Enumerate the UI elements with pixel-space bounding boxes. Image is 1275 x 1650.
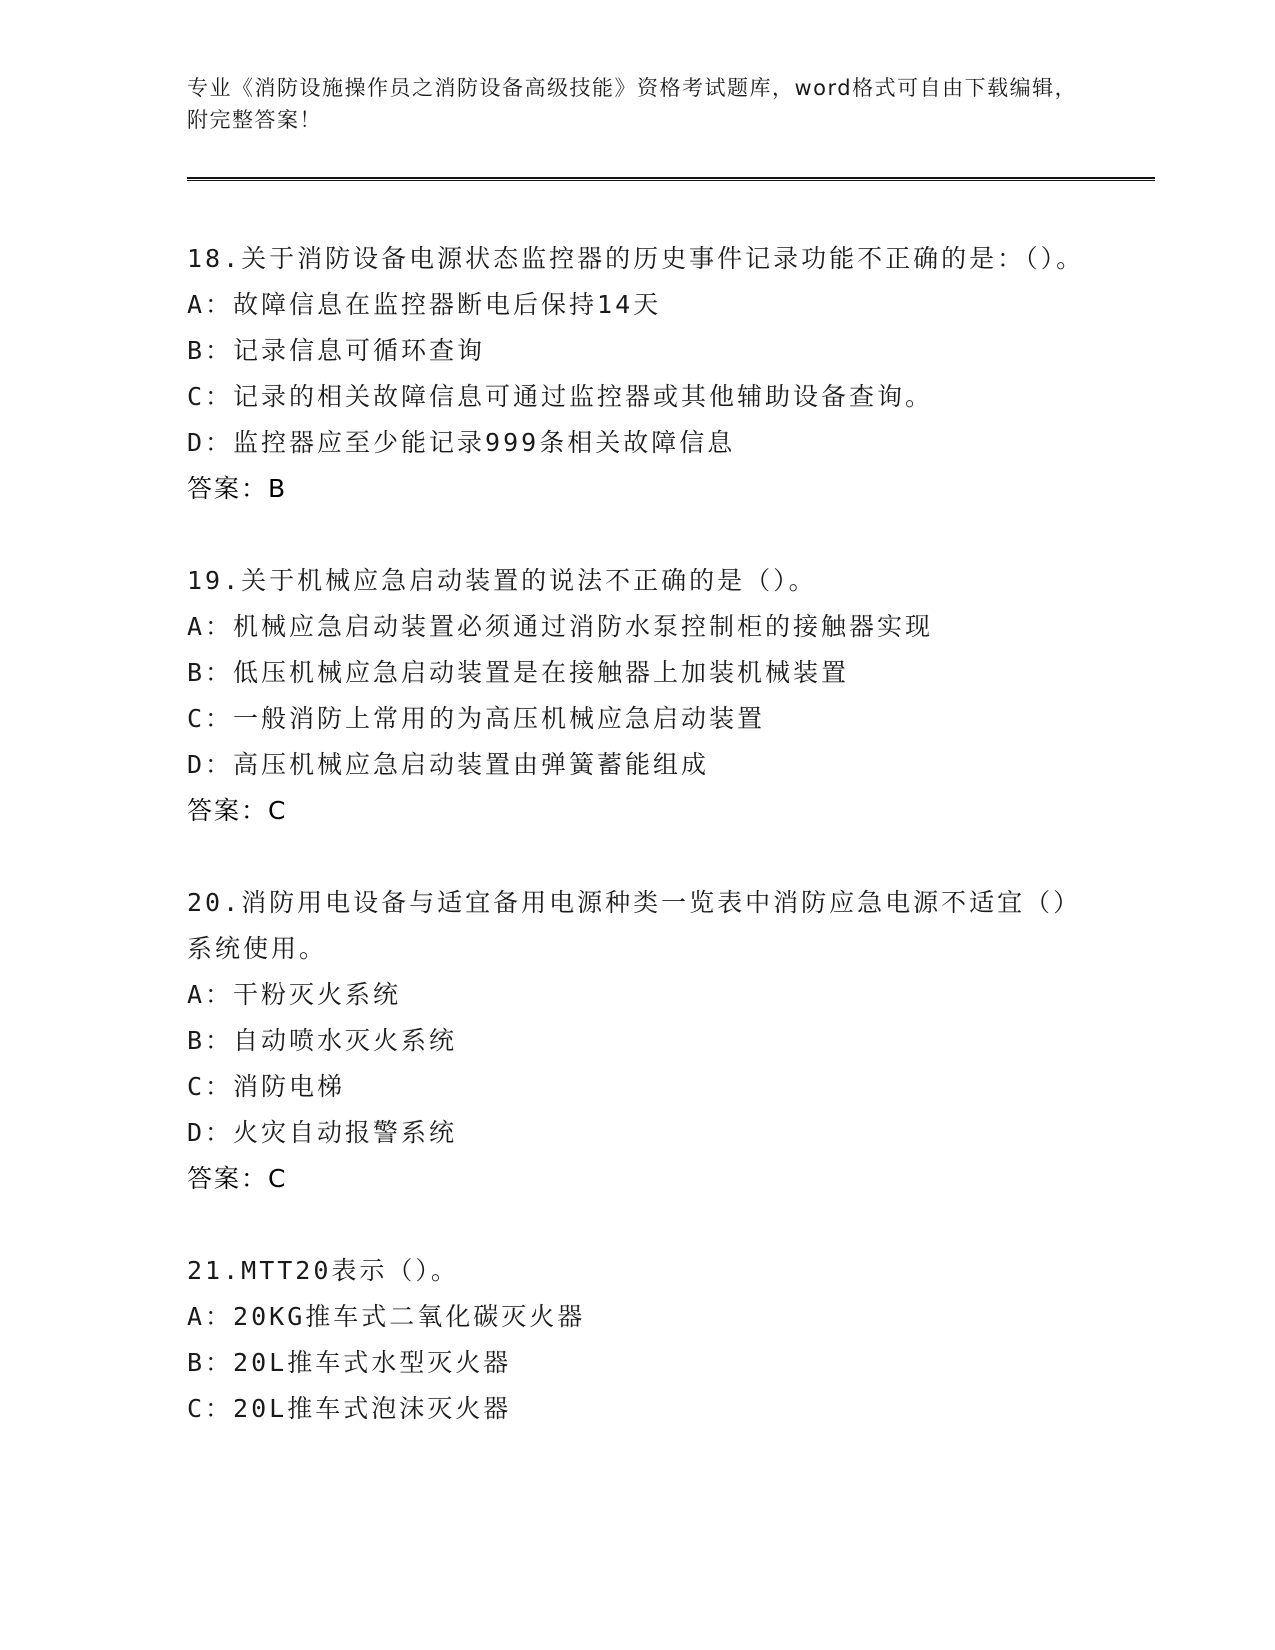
- option-c: C：记录的相关故障信息可通过监控器或其他辅助设备查询。: [187, 382, 934, 411]
- answer-text: 答案：C: [187, 796, 288, 825]
- option-a: A：干粉灭火系统: [187, 980, 402, 1009]
- document-header: 专业《消防设施操作员之消防设备高级技能》资格考试题库，word格式可自由下载编辑，附完整答案！: [187, 76, 1078, 132]
- option-c: C：20L推车式泡沫灭火器: [187, 1394, 512, 1423]
- option-b: B：低压机械应急启动装置是在接触器上加装机械装置: [187, 658, 850, 687]
- option-b: B：记录信息可循环查询: [187, 336, 486, 365]
- option-b: B：20L推车式水型灭火器: [187, 1348, 512, 1377]
- question-stem: 18.关于消防设备电源状态监控器的历史事件记录功能不正确的是：（）。: [187, 244, 1085, 273]
- option-d: D：监控器应至少能记录999条相关故障信息: [187, 428, 736, 457]
- question-18: [187, 236, 1087, 512]
- option-c: C：一般消防上常用的为高压机械应急启动装置: [187, 704, 766, 733]
- option-c: C：消防电梯: [187, 1072, 346, 1101]
- question-list: [187, 236, 1087, 1478]
- answer-text: 答案：B: [187, 474, 288, 503]
- option-a: A：故障信息在监控器断电后保持14天: [187, 290, 662, 319]
- question-20: [187, 880, 1087, 1202]
- option-d: D：高压机械应急启动装置由弹簧蓄能组成: [187, 750, 710, 779]
- question-21: [187, 1248, 1087, 1432]
- question-stem: 19.关于机械应急启动装置的说法不正确的是（）。: [187, 566, 817, 595]
- question-stem: 21.MTT20表示（）。: [187, 1256, 459, 1285]
- option-b: B：自动喷水灭火系统: [187, 1026, 458, 1055]
- header-divider: [187, 177, 1155, 181]
- answer-text: 答案：C: [187, 1164, 288, 1193]
- option-a: A：20KG推车式二氧化碳灭火器: [187, 1302, 586, 1331]
- question-stem: 20.消防用电设备与适宜备用电源种类一览表中消防应急电源不适宜（）系统使用。: [187, 888, 1082, 963]
- option-d: D：火灾自动报警系统: [187, 1118, 458, 1147]
- option-a: A：机械应急启动装置必须通过消防水泵控制柜的接触器实现: [187, 612, 934, 641]
- question-19: [187, 558, 1087, 834]
